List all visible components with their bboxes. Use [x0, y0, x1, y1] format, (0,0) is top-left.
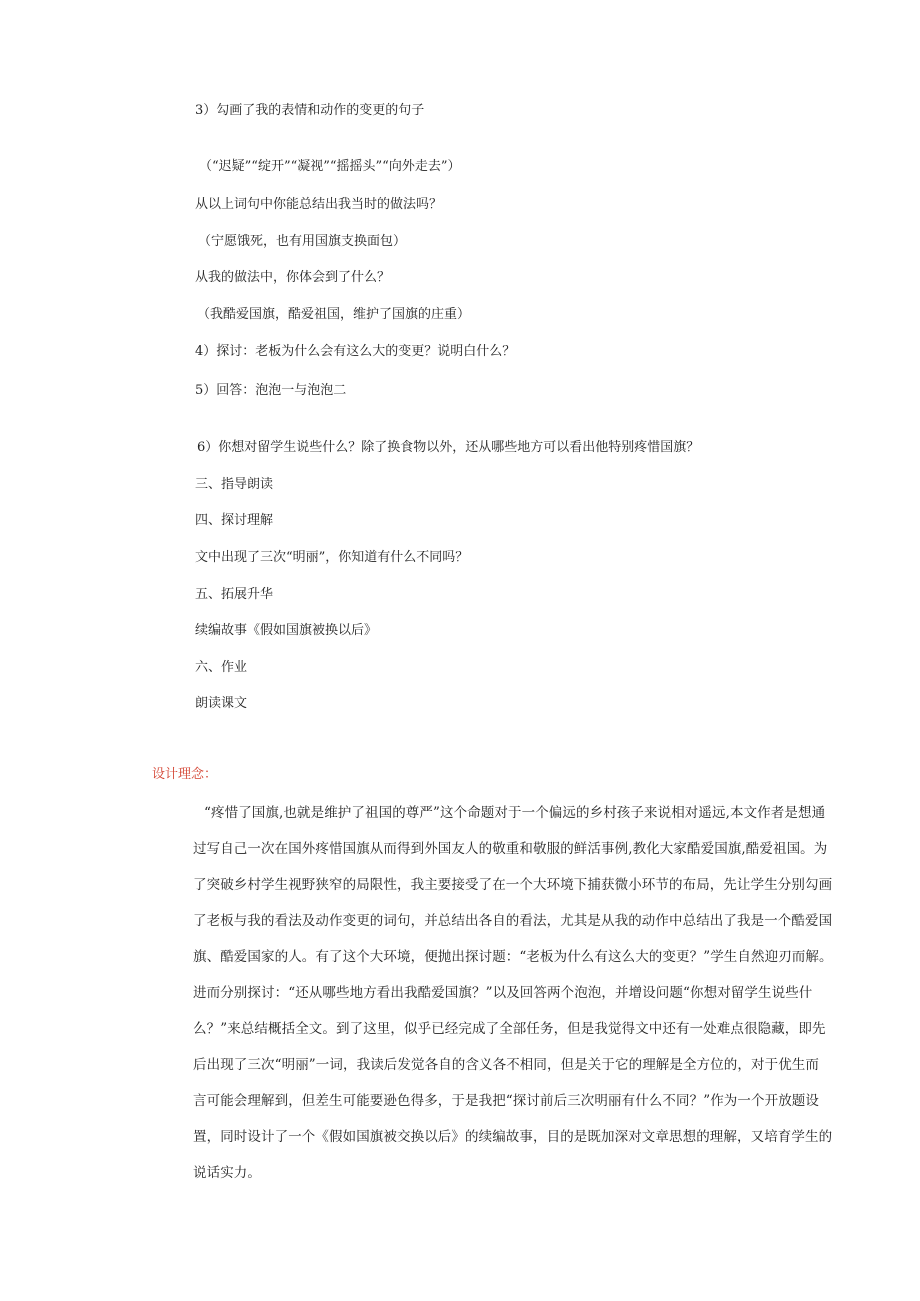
paragraph-line: “疼惜了国旗,也就是维护了祖国的尊严”这个命题对于一个偏远的乡村孩子来说相对遥远,本文作者是想通 — [204, 805, 826, 821]
paragraph-line: 了突破乡村学生视野狭窄的局限性，我主要接受了在一个大环境下捕获微小环节的布局，先让学生分别勾画 — [193, 877, 833, 893]
paragraph-line: 么？”来总结概括全文。到了这里，似乎已经完成了全部任务，但是我觉得文中还有一处难点很隐藏，即先 — [193, 1021, 826, 1037]
section-3-heading: 三、指导朗读 — [195, 477, 274, 492]
section-5-heading: 五、拓展升华 — [195, 587, 274, 602]
paragraph-line: 过写自己一次在国外疼惜国旗从而得到外国友人的敬重和敬服的鲜活事例,教化大家酷爱国旗,酷爱祖国。为 — [193, 841, 828, 857]
question-feeling: 从我的做法中，你体会到了什么？ — [195, 270, 391, 285]
step-6: 6）你想对留学生说些什么？除了换食物以外，还从哪些地方可以看出他特别疼惜国旗？ — [197, 440, 700, 455]
step-5: 5）回答：泡泡一与泡泡二 — [195, 383, 347, 398]
paragraph-line: 了老板与我的看法及动作变更的词句，并总结出各自的看法，尤其是从我的动作中总结出了我是一个酷爱国 — [193, 913, 833, 929]
paragraph-line: 进而分别探讨：“还从哪些地方看出我酷爱国旗？”以及回答两个泡泡，并增设问题“你想对留学生说些什 — [193, 985, 813, 1001]
section-6-task: 朗读课文 — [195, 696, 248, 711]
paragraph-line: 后出现了三次“明丽”一词，我读后发觉各自的含义各不相同，但是关于它的理解是全方位的，对于优生而 — [193, 1057, 820, 1073]
step-3-answer: （“迟疑”“绽开”“凝视”“摇摇头”“向外走去”） — [199, 159, 461, 174]
paragraph-line: 旗、酷爱国家的人。有了这个大环境，便抛出探讨题：“老板为什么有这么大的变更？”学生自然迎刃而解。 — [193, 949, 833, 965]
section-6-heading: 六、作业 — [195, 660, 248, 675]
step-4: 4）探讨：老板为什么会有这么大的变更？说明白什么？ — [195, 344, 516, 359]
answer-method: （宁愿饿死，也有用国旗支换面包） — [198, 234, 407, 249]
paragraph-line: 说话实力。 — [193, 1165, 261, 1181]
paragraph-line: 言可能会理解到，但差生可能要逊色得多，于是我把“探讨前后三次明丽有什么不同？”作为一个开放题设 — [193, 1093, 820, 1109]
paragraph-line: 置，同时设计了一个《假如国旗被交换以后》的续编故事，目的是既加深对文章思想的理解，又培育学生的 — [193, 1129, 833, 1145]
question-method: 从以上词句中你能总结出我当时的做法吗？ — [195, 197, 443, 212]
step-3: 3）勾画了我的表情和动作的变更的句子 — [195, 103, 425, 118]
section-4-question: 文中出现了三次“明丽”，你知道有什么不同吗？ — [195, 550, 469, 565]
design-concept-heading: 设计理念： — [152, 767, 218, 782]
section-5-task: 续编故事《假如国旗被换以后》 — [195, 623, 378, 638]
section-4-heading: 四、探讨理解 — [195, 513, 274, 528]
answer-feeling: （我酷爱国旗，酷爱祖国，维护了国旗的庄重） — [197, 307, 471, 322]
